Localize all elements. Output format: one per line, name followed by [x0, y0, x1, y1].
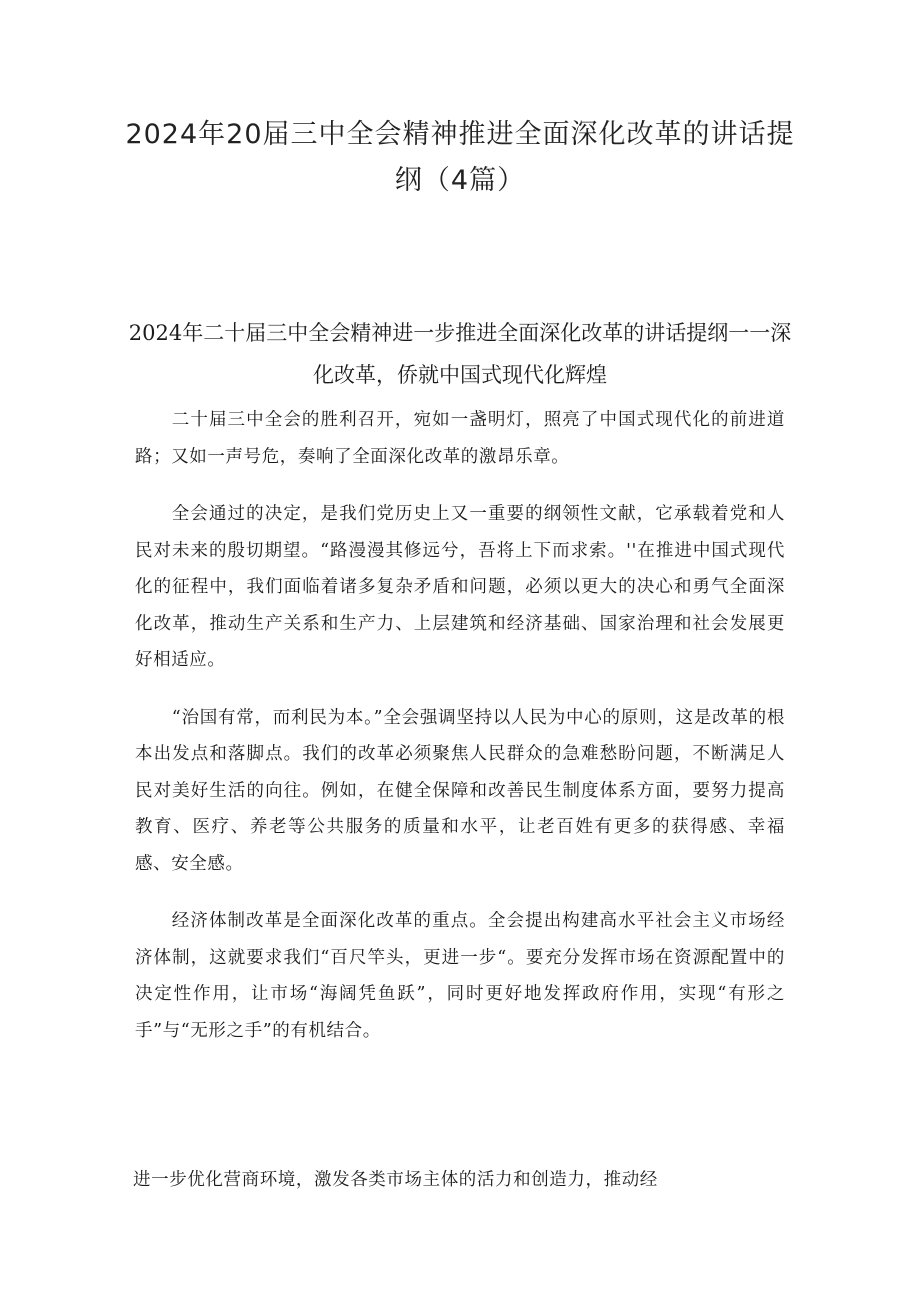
paragraph-4: 经济体制改革是全面深化改革的重点。全会提出构建高水平社会主义市场经济体制，这就要求我们“百尺竿头，更进一步“。要充分发挥市场在资源配置中的决定性作用，让市场“海阔凭鱼跃”，同时更好地发挥政府作用，实现“有形之手”与“无形之手”的有机结合。: [135, 911, 785, 1041]
paragraph-3: “治国有常，而利民为本。”全会强调坚持以人民为中心的原则，这是改革的根本出发点和落脚点。我们的改革必须聚焦人民群众的急难愁盼问题，不断满足人民对美好生活的向往。例如，在健全保障和改善民生制度体系方面，要努力提高教育、医疗、养老等公共服务的质量和水平，让老百姓有更多的获得感、幸福感、安全感。: [135, 707, 785, 874]
trailing-line: 进一步优化营商环境，激发各类市场主体的活力和创造力，推动经: [133, 1170, 658, 1190]
document-title: 2024年20届三中全会精神推进全面深化改革的讲话提纲（4篇）: [125, 119, 795, 196]
paragraph-1: 二十届三中全会的胜利召开，宛如一盏明灯，照亮了中国式现代化的前进道路；又如一声号危，奏响了全面深化改革的激昂乐章。: [135, 410, 785, 467]
body-text: [135, 402, 785, 1070]
section-heading: 2024年二十届三中全会精神进一步推进全面深化改革的讲话提纲一一深化改革，侨就中国式现代化辉煌: [128, 321, 792, 387]
paragraph-2: 全会通过的决定，是我们党历史上又一重要的纲领性文献，它承载着党和人民对未来的殷切期望。“路漫漫其修远兮，吾将上下而求索。''在推进中国式现代化的征程中，我们面临着诸多复杂矛盾和问题，必须以更大的决心和勇气全面深化改革，推动生产关系和生产力、上层建筑和经济基础、国家治理和社会发展更好相适应。: [135, 504, 785, 670]
